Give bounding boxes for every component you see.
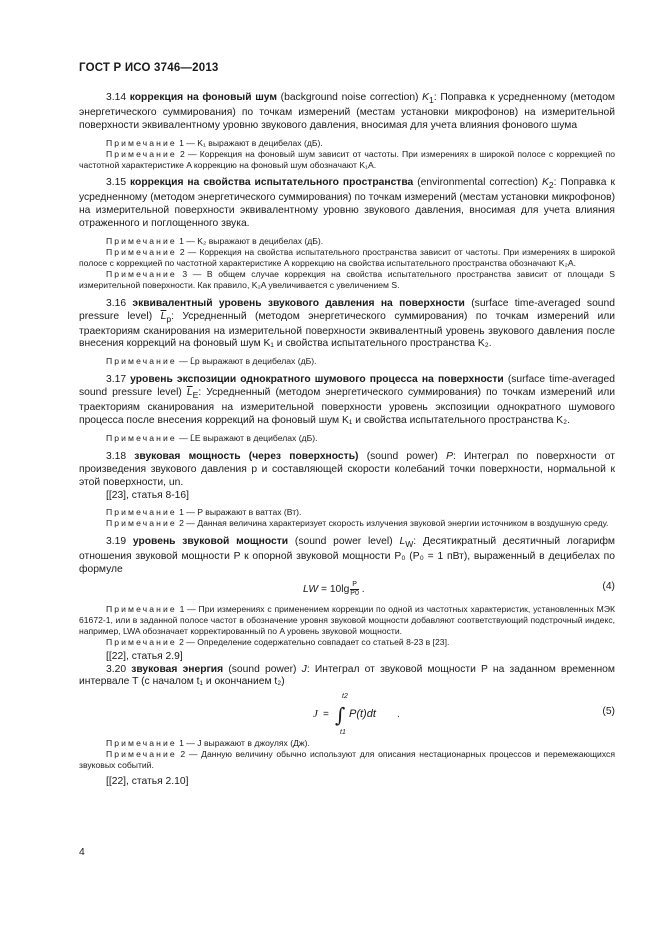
note-3-14-1: Примечание 1 — K₁ выражают в децибелах (дБ). [106, 137, 323, 148]
formula-5-expression [313, 691, 433, 735]
formula-4-expression: LW = 10lg $\frac{P}{P0}$ . [303, 581, 365, 598]
term-3-15: 3.15 коррекция на свойства испытательного пространства (environmental correction) $K_2$: Поправка к усредненному (методом энергетического суммирования) по точкам измерений (местам установки микрофонов) на измерительной поверхности эквивалентному уровню звукового давления, вносимая для учета влияния отраженного и поглощенного звука. [79, 177, 615, 230]
svg-text:=: = [323, 709, 329, 721]
integral-lower-limit: t1 [340, 729, 346, 736]
note-3-18-2: Примечание 2 — Данная величина характеризует скорость излучения звуковой энергии источником в воздушную среду. [106, 518, 609, 529]
integral-sign: ∫ [335, 703, 346, 728]
term-3-19: 3.19 уровень звуковой мощности (sound power level) $L_W$: Десятикратный десятичный логарифм отношения звуковой мощности P к опорной звуковой мощности P₀ (P₀ = 1 пВт), выраженный в децибелах по формуле [79, 536, 616, 576]
formula-4 [79, 577, 615, 601]
term-3-14: 3.14 коррекция на фоновый шум (background noise correction) $K_1$: Поправка к усредненному (методом энергетического суммирования) по точкам измерений (местам установки микрофонов) на измерительной поверхности эквивалентному уровню звукового давления, вносимая для учета влияния фонового шума [79, 92, 615, 131]
document-body [79, 92, 615, 789]
formula-4-number: (4) [602, 581, 615, 593]
term-3-18: 3.18 звуковая мощность (через поверхность) (sound power) P: Интеграл по поверхности от произведения звукового давления p и составляющей скорости колебаний точки поверхности, нормальной к этой поверхности, un. [79, 450, 615, 488]
source-3-19: [[22], статья 2.9] [106, 650, 183, 662]
note-3-20-1: Примечание 1 — J выражают в джоулях (Дж). [106, 738, 310, 749]
page-number: 4 [79, 847, 85, 858]
note-3-20-2: Примечание 2 — Данную величину обычно используют для описания нестационарных процессов и перемежающихся звуковых событий. [79, 749, 615, 771]
integral-upper-limit: t2 [342, 693, 348, 701]
term-3-17: 3.17 уровень экспозиции однократного шумового процесса на поверхности (surface time-averaged sound pressure level) $\overline{L}_E$: Усредненный (методом энергетического суммирования) по точкам измерений или траекториям сканирования на измерительной поверхности уровень экспозиции однократного шумового процесса после внесения коррекций на фоновый шум K₁ и свойства испытательного пространства K₂. [79, 374, 615, 427]
note-3-19-1: Примечание 1 — При измерениях с применением коррекции по одной из частотных характеристик, установленных МЭК 61672-1, или в заданной полосе частот в обозначение уровня звуковой мощности добавляют соответствующий подстрочный индекс, например, LWA обозначает корректированный по A уровень звуковой мощности. [79, 604, 616, 636]
note-3-15-3: Примечание 3 — В общем случае коррекция на свойства испытательного пространства зависит от площади S измерительной поверхности. Как правило, K₂A увеличивается с увеличением S. [79, 268, 615, 290]
source-3-20: [[22], статья 2.10] [106, 776, 189, 788]
note-3-16: Примечание — L̄p выражают в децибелах (дБ). [106, 356, 317, 367]
note-3-14-2: Примечание 2 — Коррекция на фоновый шум зависит от частоты. При измерениях в широкой полосе с коррекцией по частотной характеристике A коррекцию на фоновый шум обозначают K₁A. [79, 148, 615, 170]
note-3-19-2: Примечание 2 — Определение содержательно совпадает со статьей 8-23 в [23]. [106, 636, 450, 647]
formula-4-fraction: $\frac{P}{P0}$ [350, 581, 359, 598]
source-3-18: [[23], статья 8-16] [106, 489, 189, 501]
integral-body: P(t)dt [349, 708, 376, 721]
formula-5 [79, 689, 615, 735]
page-header: ГОСТ Р ИСО 3746—2013 [79, 62, 219, 74]
note-3-18-1: Примечание 1 — P выражают в ваттах (Вт). [106, 507, 302, 518]
svg-text:.: . [397, 709, 400, 721]
note-3-15-1: Примечание 1 — K₂ выражают в децибелах (дБ). [106, 236, 324, 247]
term-3-20: 3.20 звуковая энергия (sound power) J: Интеграл от звуковой мощности P на заданном временном интервале T (с началом t₁ и окончанием t₂) [79, 663, 615, 688]
note-3-17: Примечание — L̄E выражают в децибелах (дБ). [106, 432, 318, 443]
term-3-16: 3.16 эквивалентный уровень звукового давления на поверхности (surface time-averaged sound pressure level) $\overline{L}_p$: Усредненный (методом энергетического суммирования) по точкам измерений или траекториям сканирования на измерительной поверхности эквивалентный уровень звукового давления после внесения коррекций на фоновый шум K₁ и свойства испытательного пространства K₂. [79, 297, 615, 350]
formula-5-lhs: J [313, 708, 318, 721]
note-3-15-2: Примечание 2 — Коррекция на свойства испытательного пространства зависит от частоты. При измерениях в широкой полосе с коррекцией по частотной характеристике A коррекцию на свойства испытательного пространства обозначают K₂A. [79, 247, 615, 268]
formula-5-number: (5) [602, 706, 615, 718]
